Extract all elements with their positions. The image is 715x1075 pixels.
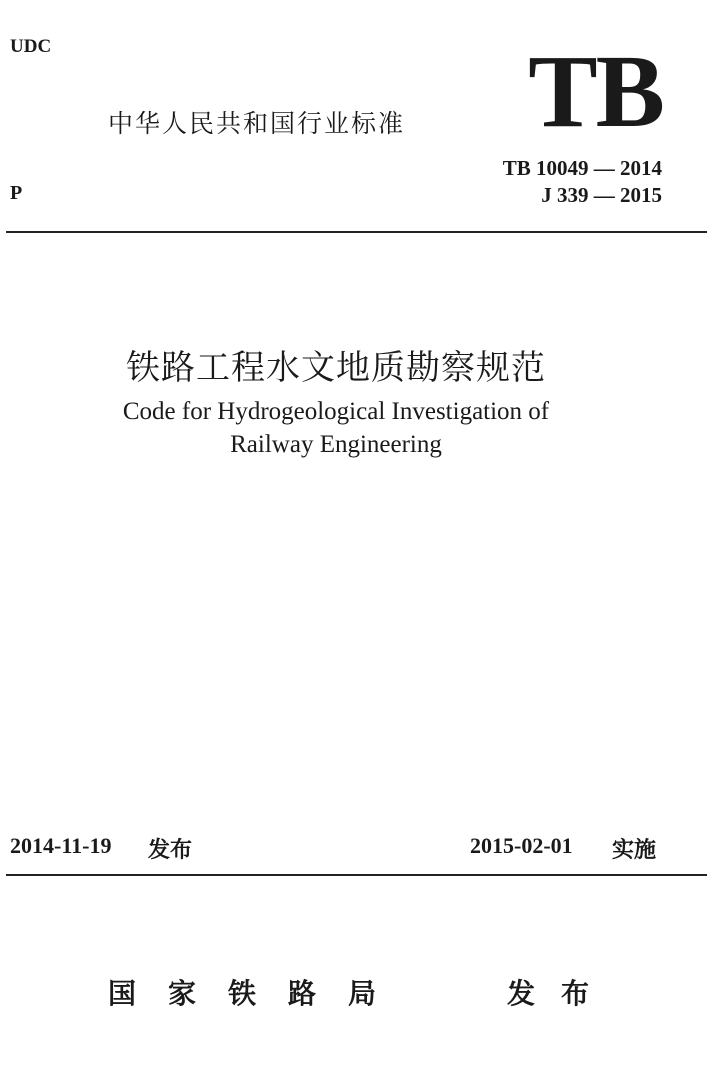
implement-date: 2015-02-01 — [470, 833, 573, 858]
udc-label: UDC — [10, 36, 52, 57]
issue-date: 2014-11-19 — [10, 833, 112, 858]
implement-label: 实施 — [612, 838, 657, 863]
bottom-divider — [6, 874, 707, 876]
english-title-line2: Railway Engineering — [230, 431, 442, 458]
standard-number: TB 10049 — 2014 — [502, 156, 662, 180]
publisher-name: 国家铁路局 — [108, 977, 409, 1010]
tb-logo: TB — [528, 34, 663, 149]
top-divider — [6, 231, 707, 233]
issue-label: 发布 — [148, 838, 193, 863]
publish-label: 发布 — [507, 977, 616, 1010]
english-title-line1: Code for Hydrogeological Investigation of — [122, 398, 550, 425]
classification-code: P — [10, 182, 23, 204]
chinese-title: 铁路工程水文地质勘察规范 — [126, 348, 546, 388]
record-number: J 339 — 2015 — [541, 183, 662, 207]
standard-type-title: 中华人民共和国行业标准 — [108, 109, 406, 138]
